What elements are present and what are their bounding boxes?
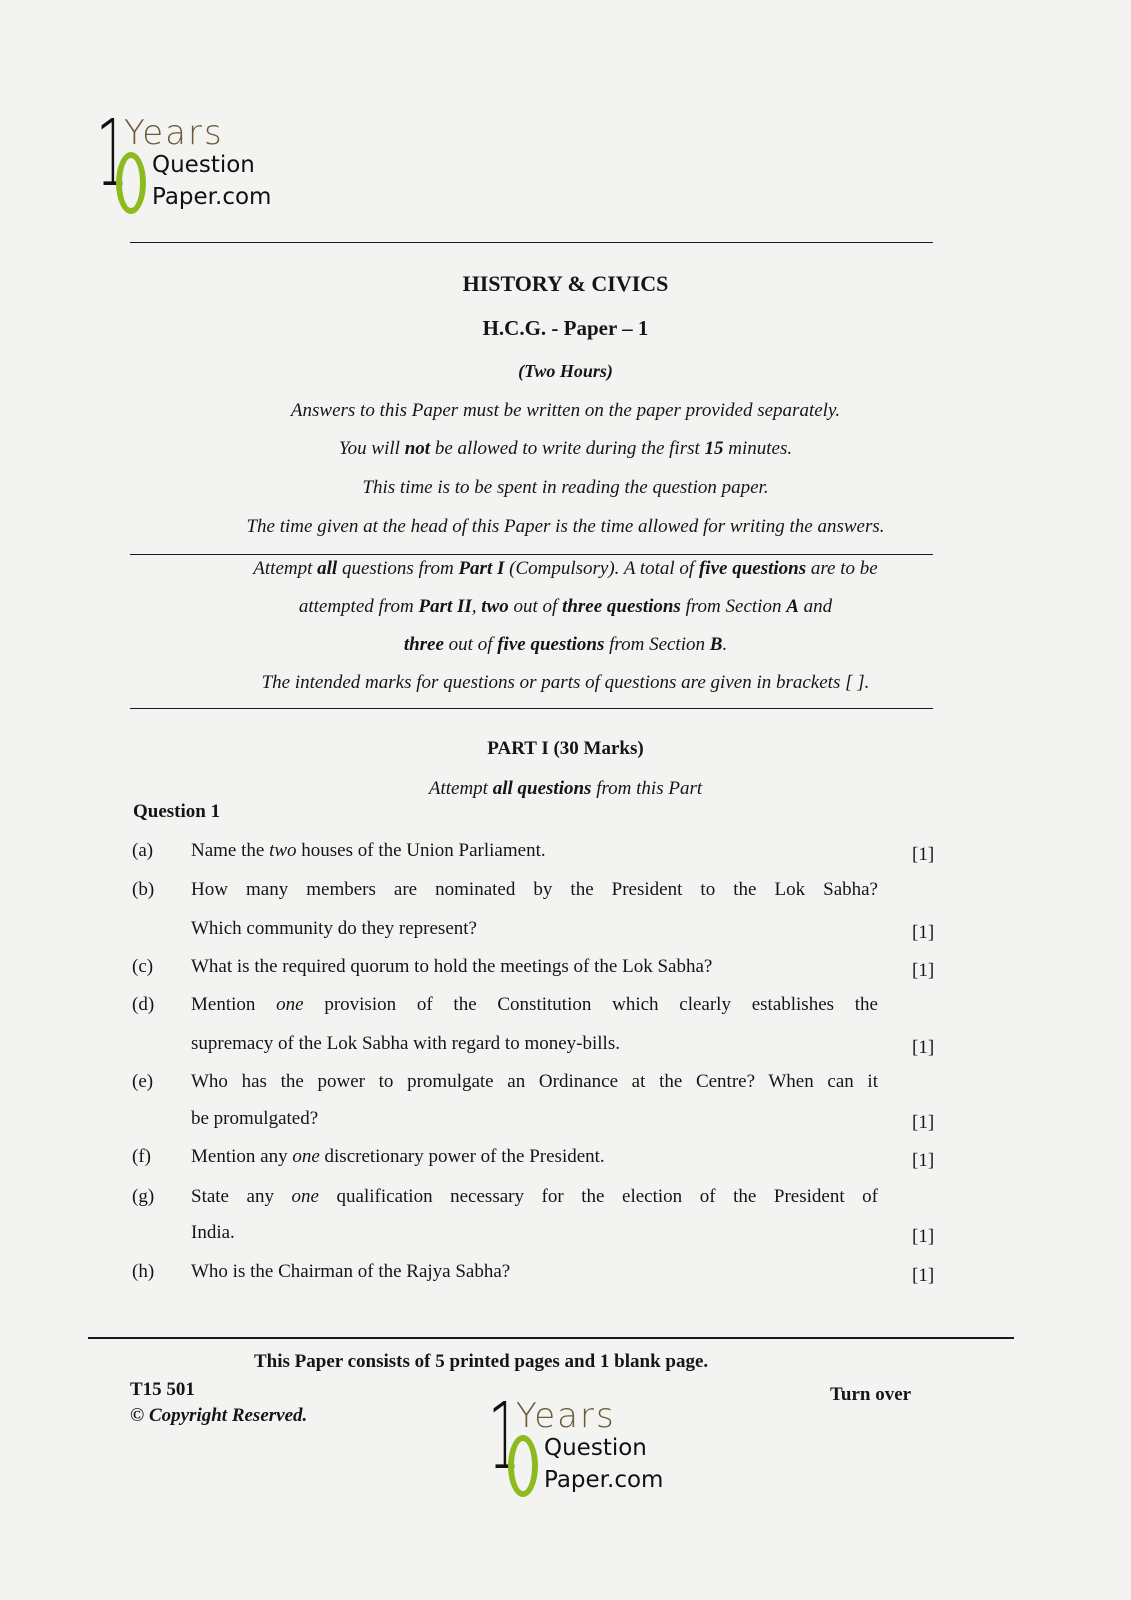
divider (130, 708, 933, 709)
text-run: houses of the Union Parliament. (296, 840, 546, 861)
text-run: Name the (191, 840, 270, 861)
question-marks: [1] (912, 1150, 935, 1171)
text-run: be promulgated? (191, 1108, 319, 1129)
text-run: provision of the Constitution which clearly establishes the (303, 994, 878, 1015)
question-label: (a) (132, 840, 154, 861)
part-subtitle (0, 778, 1131, 800)
text-run: A (786, 596, 799, 617)
text-run: Attempt (428, 778, 493, 799)
instruction-line: Answers to this Paper must be written on the paper provided separately. (290, 400, 841, 421)
text-run: You will (338, 438, 405, 459)
logo-digit-one: 1 (488, 1383, 521, 1490)
site-logo-bottom (488, 1383, 678, 1507)
text-run: How many members are nominated by the President to the Lok Sabha? (191, 879, 878, 900)
text-run: State any (191, 1186, 292, 1207)
question-text (191, 879, 878, 901)
text-run: and (798, 596, 833, 617)
text-run: out of (443, 634, 498, 655)
divider (130, 554, 933, 555)
logo-paper: Paper.com (544, 1467, 664, 1493)
question-label: (e) (132, 1071, 154, 1092)
question-text (191, 1186, 878, 1208)
question-label: (c) (132, 956, 154, 977)
text-run: three questions (562, 596, 681, 617)
logo-paper: Paper.com (152, 184, 272, 210)
question-text (191, 956, 878, 978)
text-run: from Section (680, 596, 787, 617)
exam-title: HISTORY & CIVICS (462, 271, 669, 296)
logo-question: Question (544, 1435, 647, 1461)
question-text (191, 1108, 878, 1130)
text-run: qualification necessary for the election of the President of (318, 1186, 878, 1207)
text-run: all questions (492, 778, 592, 799)
instruction-line: The time given at the head of this Paper is the time allowed for writing the answers. (246, 516, 885, 537)
text-run: discretionary power of the President. (319, 1146, 605, 1167)
text-run: Attempt (253, 558, 318, 579)
question-label: (d) (132, 994, 155, 1015)
text-run: five questions (698, 558, 807, 579)
exam-duration: (Two Hours) (518, 361, 613, 381)
text-run: out of (508, 596, 563, 617)
question-text (191, 1071, 878, 1093)
question-marks: [1] (912, 1112, 935, 1133)
text-run: one (291, 1186, 319, 1207)
text-run: Who is the Chairman of the Rajya Sabha? (191, 1261, 511, 1282)
logo-years: Years (124, 113, 224, 153)
logo-digit-zero (116, 152, 146, 214)
rules-line-4: The intended marks for questions or parts of questions are given in brackets [ ]. (261, 672, 870, 693)
question-label: (b) (132, 879, 155, 900)
question-marks: [1] (912, 1265, 935, 1286)
text-run: five questions (497, 634, 605, 655)
logo-years: Years (516, 1396, 616, 1436)
text-run: attempted from (298, 596, 419, 617)
turn-over: Turn over (830, 1384, 912, 1405)
question-label: (g) (132, 1186, 155, 1207)
text-run: B (709, 634, 723, 655)
text-run: What is the required quorum to hold the meetings of the Lok Sabha? (191, 956, 713, 977)
text-run: from this Part (591, 778, 703, 799)
text-run: . (722, 634, 728, 655)
text-run: two (269, 840, 297, 861)
text-run: supremacy of the Lok Sabha with regard to money-bills. (191, 1033, 620, 1054)
text-run: , (471, 596, 482, 617)
text-run: 15 (704, 438, 724, 459)
text-run: questions from (337, 558, 459, 579)
text-run: all (317, 558, 338, 579)
instruction-line: This time is to be spent in reading the question paper. (362, 477, 769, 498)
question-label: (f) (132, 1146, 151, 1167)
question-marks: [1] (912, 1037, 935, 1058)
text-run: Mention any (191, 1146, 293, 1167)
text-run: two (481, 596, 509, 617)
text-run: Which community do they represent? (191, 918, 477, 939)
text-run: Part I (458, 558, 505, 579)
footer-divider (88, 1337, 1014, 1339)
text-run: are to be (806, 558, 878, 579)
logo-digit-one: 1 (96, 100, 129, 207)
logo-digit-zero (508, 1435, 538, 1497)
text-run: three (403, 634, 444, 655)
text-run: Who has the power to promulgate an Ordinance at the Centre? When can it (191, 1071, 878, 1092)
pages-note: This Paper consists of 5 printed pages and 1 blank page. (254, 1351, 709, 1372)
text-run: Part II (418, 596, 472, 617)
question-text (191, 1222, 878, 1244)
copyright: © Copyright Reserved. (130, 1405, 308, 1426)
rules-line-2 (0, 596, 1131, 618)
question-text (191, 1261, 878, 1283)
question-marks: [1] (912, 844, 935, 865)
question-label: (h) (132, 1261, 155, 1282)
text-run: be allowed to write during the first (430, 438, 705, 459)
part-title: PART I (30 Marks) (487, 738, 644, 759)
question-text (191, 1146, 878, 1168)
text-run: not (404, 438, 431, 459)
instruction-line (0, 438, 1131, 460)
question-heading: Question 1 (133, 801, 221, 822)
question-marks: [1] (912, 1226, 935, 1247)
text-run: Mention (191, 994, 277, 1015)
text-run: (Compulsory). A total of (504, 558, 699, 579)
rules-line-1 (0, 558, 1131, 580)
question-marks: [1] (912, 960, 935, 981)
text-run: from Section (604, 634, 710, 655)
divider (130, 242, 933, 243)
text-run: one (276, 994, 304, 1015)
question-text (191, 1033, 878, 1055)
question-marks: [1] (912, 922, 935, 943)
logo-question: Question (152, 152, 255, 178)
exam-subtitle: H.C.G. - Paper – 1 (482, 316, 649, 340)
text-run: one (292, 1146, 320, 1167)
text-run: India. (191, 1222, 235, 1243)
site-logo-top (96, 100, 286, 224)
question-text (191, 918, 878, 940)
text-run: minutes. (723, 438, 793, 459)
question-text (191, 840, 878, 862)
rules-line-3 (0, 634, 1131, 656)
paper-code: T15 501 (130, 1379, 195, 1400)
question-text (191, 994, 878, 1016)
